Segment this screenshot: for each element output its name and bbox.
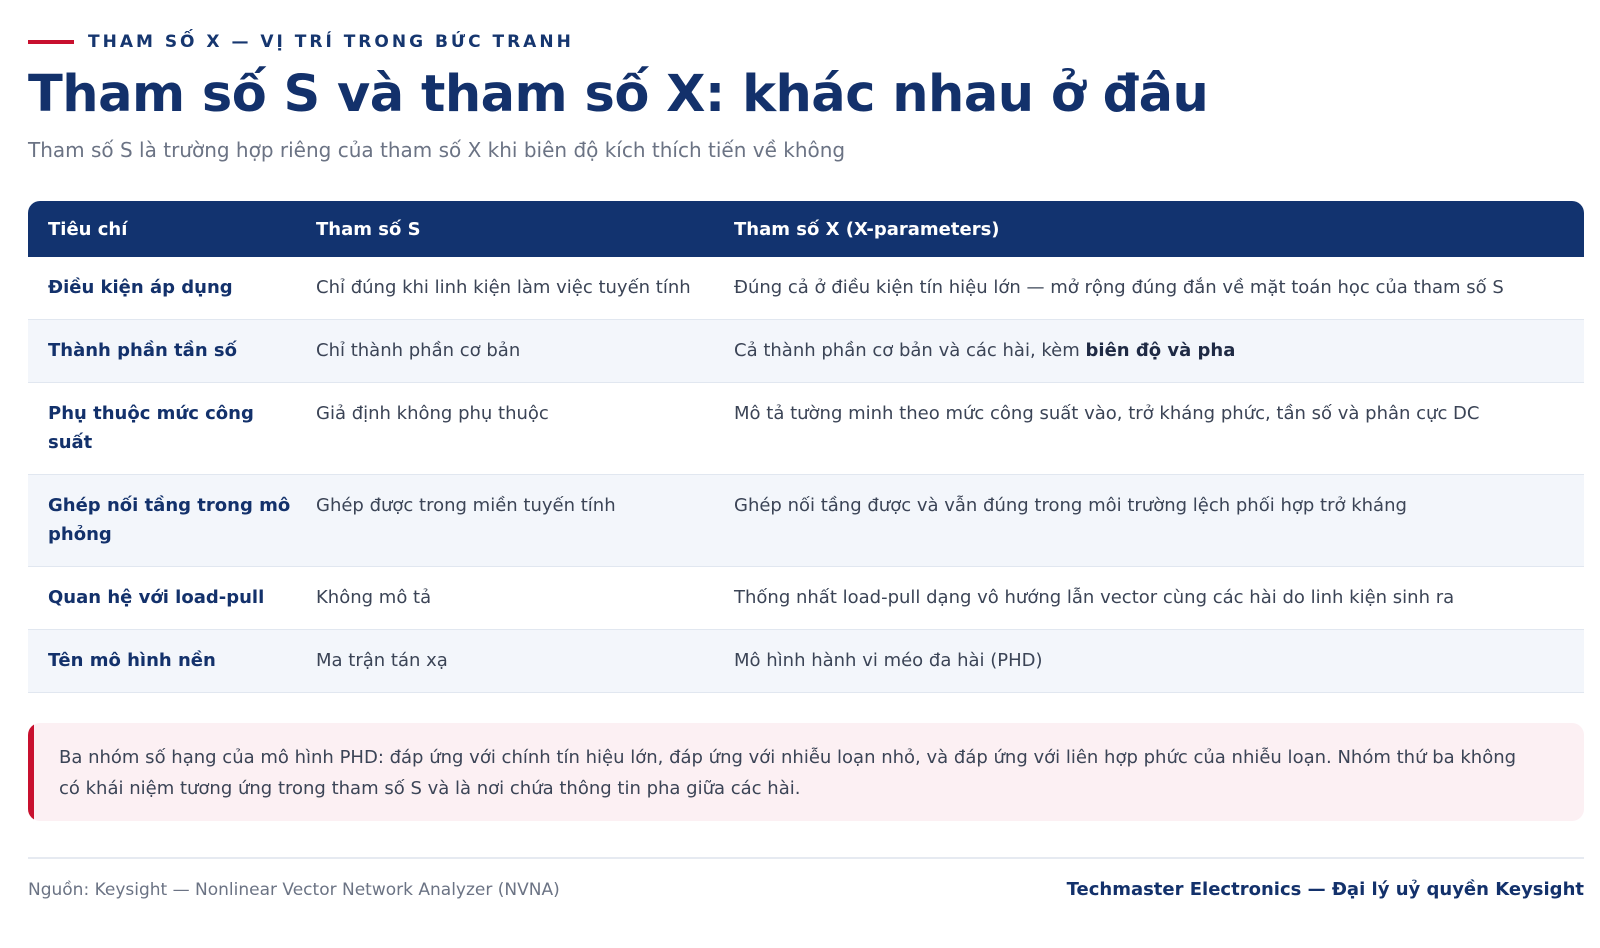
table-header: [28, 201, 1584, 257]
criterion-cell: Quan hệ với load-pull: [48, 587, 265, 608]
x-parameter-cell: Mô hình hành vi méo đa hài (PHD): [734, 650, 1043, 671]
criterion-cell: Điều kiện áp dụng: [48, 277, 233, 298]
page-title: Tham số S và tham số X: khác nhau ở đâu: [28, 65, 1209, 124]
s-parameter-cell: Ma trận tán xạ: [316, 650, 448, 671]
table-row: [28, 320, 1584, 383]
eyebrow-label: THAM SỐ X — VỊ TRÍ TRONG BỨC TRANH: [88, 32, 574, 52]
page-subtitle: Tham số S là trường hợp riêng của tham số X khi biên độ kích thích tiến về không: [28, 138, 846, 162]
criterion-cell: Ghép nối tầng trong mô phỏng: [48, 495, 291, 545]
s-parameter-cell: Chỉ đúng khi linh kiện làm việc tuyến tính: [316, 277, 691, 298]
x-parameter-text: Cả thành phần cơ bản và các hài, kèm: [734, 340, 1086, 361]
s-parameter-cell: Giả định không phụ thuộc: [316, 403, 549, 424]
table-row: [28, 475, 1584, 567]
table-row: [28, 257, 1584, 320]
x-parameter-cell: Mô tả tường minh theo mức công suất vào, trở kháng phức, tần số và phân cực DC: [734, 403, 1480, 424]
table-row: [28, 383, 1584, 475]
x-parameter-cell: Ghép nối tầng được và vẫn đúng trong môi trường lệch phối hợp trở kháng: [734, 495, 1407, 516]
callout-text: Ba nhóm số hạng của mô hình PHD: đáp ứng với chính tín hiệu lớn, đáp ứng với nhiễu loạn nhỏ, và đáp ứng với liên hợp phức của nhiễu loạn. Nhóm thứ ba không có khái niệm tương ứng trong tham số S và là nơi chứa thông tin pha giữa các hài.: [59, 747, 1517, 799]
column-header-s-parameters: Tham số S: [316, 218, 421, 240]
column-header-criterion: Tiêu chí: [48, 218, 128, 240]
brand-credit: Techmaster Electronics — Đại lý uỷ quyền Keysight: [1066, 879, 1584, 900]
x-parameter-cell: Thống nhất load-pull dạng vô hướng lẫn vector cùng các hài do linh kiện sinh ra: [734, 587, 1455, 608]
x-parameter-cell: Đúng cả ở điều kiện tín hiệu lớn — mở rộng đúng đắn về mặt toán học của tham số S: [734, 277, 1504, 298]
s-parameter-cell: Không mô tả: [316, 587, 432, 608]
eyebrow-accent-rule: [28, 40, 74, 44]
callout-accent-bar: [28, 723, 34, 821]
x-parameter-emphasis: biên độ và pha: [1085, 340, 1236, 361]
criterion-cell: Phụ thuộc mức công suất: [48, 403, 254, 453]
note-callout: [28, 723, 1584, 821]
criterion-cell: Thành phần tần số: [48, 340, 237, 361]
table-row: [28, 630, 1584, 693]
x-parameter-cell: [734, 336, 1584, 382]
footer-divider: [28, 857, 1584, 859]
comparison-table: [28, 201, 1584, 693]
s-parameter-cell: Chỉ thành phần cơ bản: [316, 340, 521, 361]
table-row: [28, 567, 1584, 630]
s-parameter-cell: Ghép được trong miền tuyến tính: [316, 495, 616, 516]
column-header-x-parameters: Tham số X (X-parameters): [734, 218, 1000, 240]
criterion-cell: Tên mô hình nền: [48, 650, 216, 671]
eyebrow: [28, 30, 574, 54]
source-note: Nguồn: Keysight — Nonlinear Vector Network Analyzer (NVNA): [28, 880, 560, 900]
